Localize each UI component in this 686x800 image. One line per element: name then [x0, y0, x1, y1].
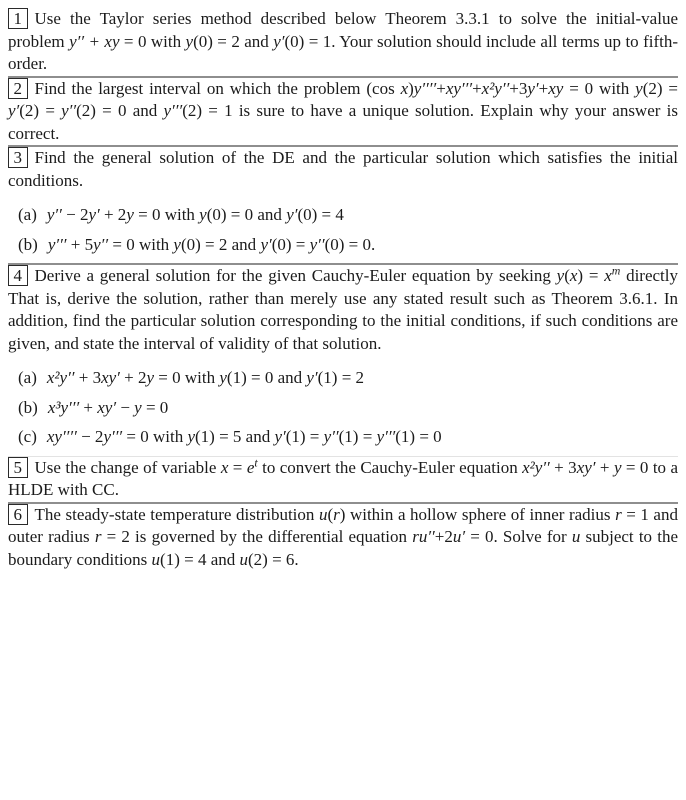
problem-4-item-a [18, 367, 678, 390]
problem-3-items [8, 204, 678, 256]
problem-2-text [8, 78, 678, 146]
problem-3-body: Find the general solution of the DE and the particular solution which satisfies the initial conditions. [8, 148, 678, 190]
problem-1 [8, 8, 678, 76]
problem-3-item-b [18, 234, 678, 257]
problem-3-number-box: 3 [8, 147, 28, 168]
problem-4-item-c [18, 426, 678, 449]
problem-1-body: Use the Taylor series method described below Theorem 3.3.1 to solve the initial-value problem y′′ + xy = 0 with y(0) = 2 and y′(0) = 1. Your solution should include all terms up to fifth-order. [8, 9, 679, 73]
item-label: (a) [18, 205, 37, 224]
problem-1-text [8, 8, 678, 76]
problem-4-body: Derive a general solution for the given Cauchy-Euler equation by seeking $y(x) = x^m$ directly That is, derive the solution, rather than merely use any stated result such as Theorem 3.6.1. In addition, find the particular solution corresponding to the initial conditions, if such conditions are given, and state the interval of validity of that solution. [8, 263, 679, 353]
item-body: y′′′ + 5y′′ = 0 with y(0) = 2 and y′(0) = y′′(0) = 0. [47, 234, 376, 254]
problem-6-text [8, 504, 678, 572]
item-body: y′′ − 2y′ + 2y = 0 with y(0) = 0 and y′(0) = 4 [46, 205, 344, 224]
problem-4 [8, 265, 678, 449]
item-label: (b) [18, 397, 38, 417]
problem-2 [8, 78, 678, 146]
problem-4-number-box: 4 [8, 265, 28, 286]
problem-3 [8, 147, 678, 256]
problem-6-body: The steady-state temperature distribution u(r) within a hollow sphere of inner radius r = 1 and outer radius r = 2 is governed by the differential equation ru′′+2u′ = 0. Solve for u subject to the boundary conditions u(1) = 4 and u(2) = 6. [8, 504, 678, 569]
problem-5 [8, 454, 679, 502]
problem-3-text [8, 147, 678, 192]
item-label: (b) [18, 234, 38, 254]
problem-6 [8, 504, 678, 572]
problem-3-item-a [18, 204, 678, 227]
item-body: xy′′′′ − 2y′′′ = 0 with y(1) = 5 and y′(1) = y′′(1) = y′′′(1) = 0 [46, 427, 442, 446]
problem-5-number-box: 5 [8, 457, 28, 478]
problem-2-body: Find the largest interval on which the problem (cos x)y′′′′+xy′′′+x²y′′+3y′+xy = 0 with y(2) = y′(2) = y′′(2) = 0 and y′′′(2) = 1 is sure to have a unique solution. Explain why your answer is correct. [8, 78, 678, 143]
problem-6-number-box: 6 [8, 504, 28, 525]
problem-5-body: Use the change of variable $x = e^t$ to convert the Cauchy-Euler equation x²y′′ + 3xy′ + y = 0 to a HLDE with CC. [8, 454, 679, 499]
problem-5-text [8, 454, 679, 502]
item-label: (a) [18, 368, 37, 387]
problem-4-items [8, 367, 678, 449]
problem-4-text [8, 265, 678, 355]
problem-2-number-box: 2 [8, 78, 28, 99]
item-label: (c) [18, 427, 37, 446]
problem-4-item-b [18, 397, 678, 420]
problem-1-number-box: 1 [8, 8, 28, 29]
item-body: x³y′′′ + xy′ − y = 0 [47, 397, 169, 417]
item-body: x²y′′ + 3xy′ + 2y = 0 with y(1) = 0 and y′(1) = 2 [46, 368, 365, 387]
